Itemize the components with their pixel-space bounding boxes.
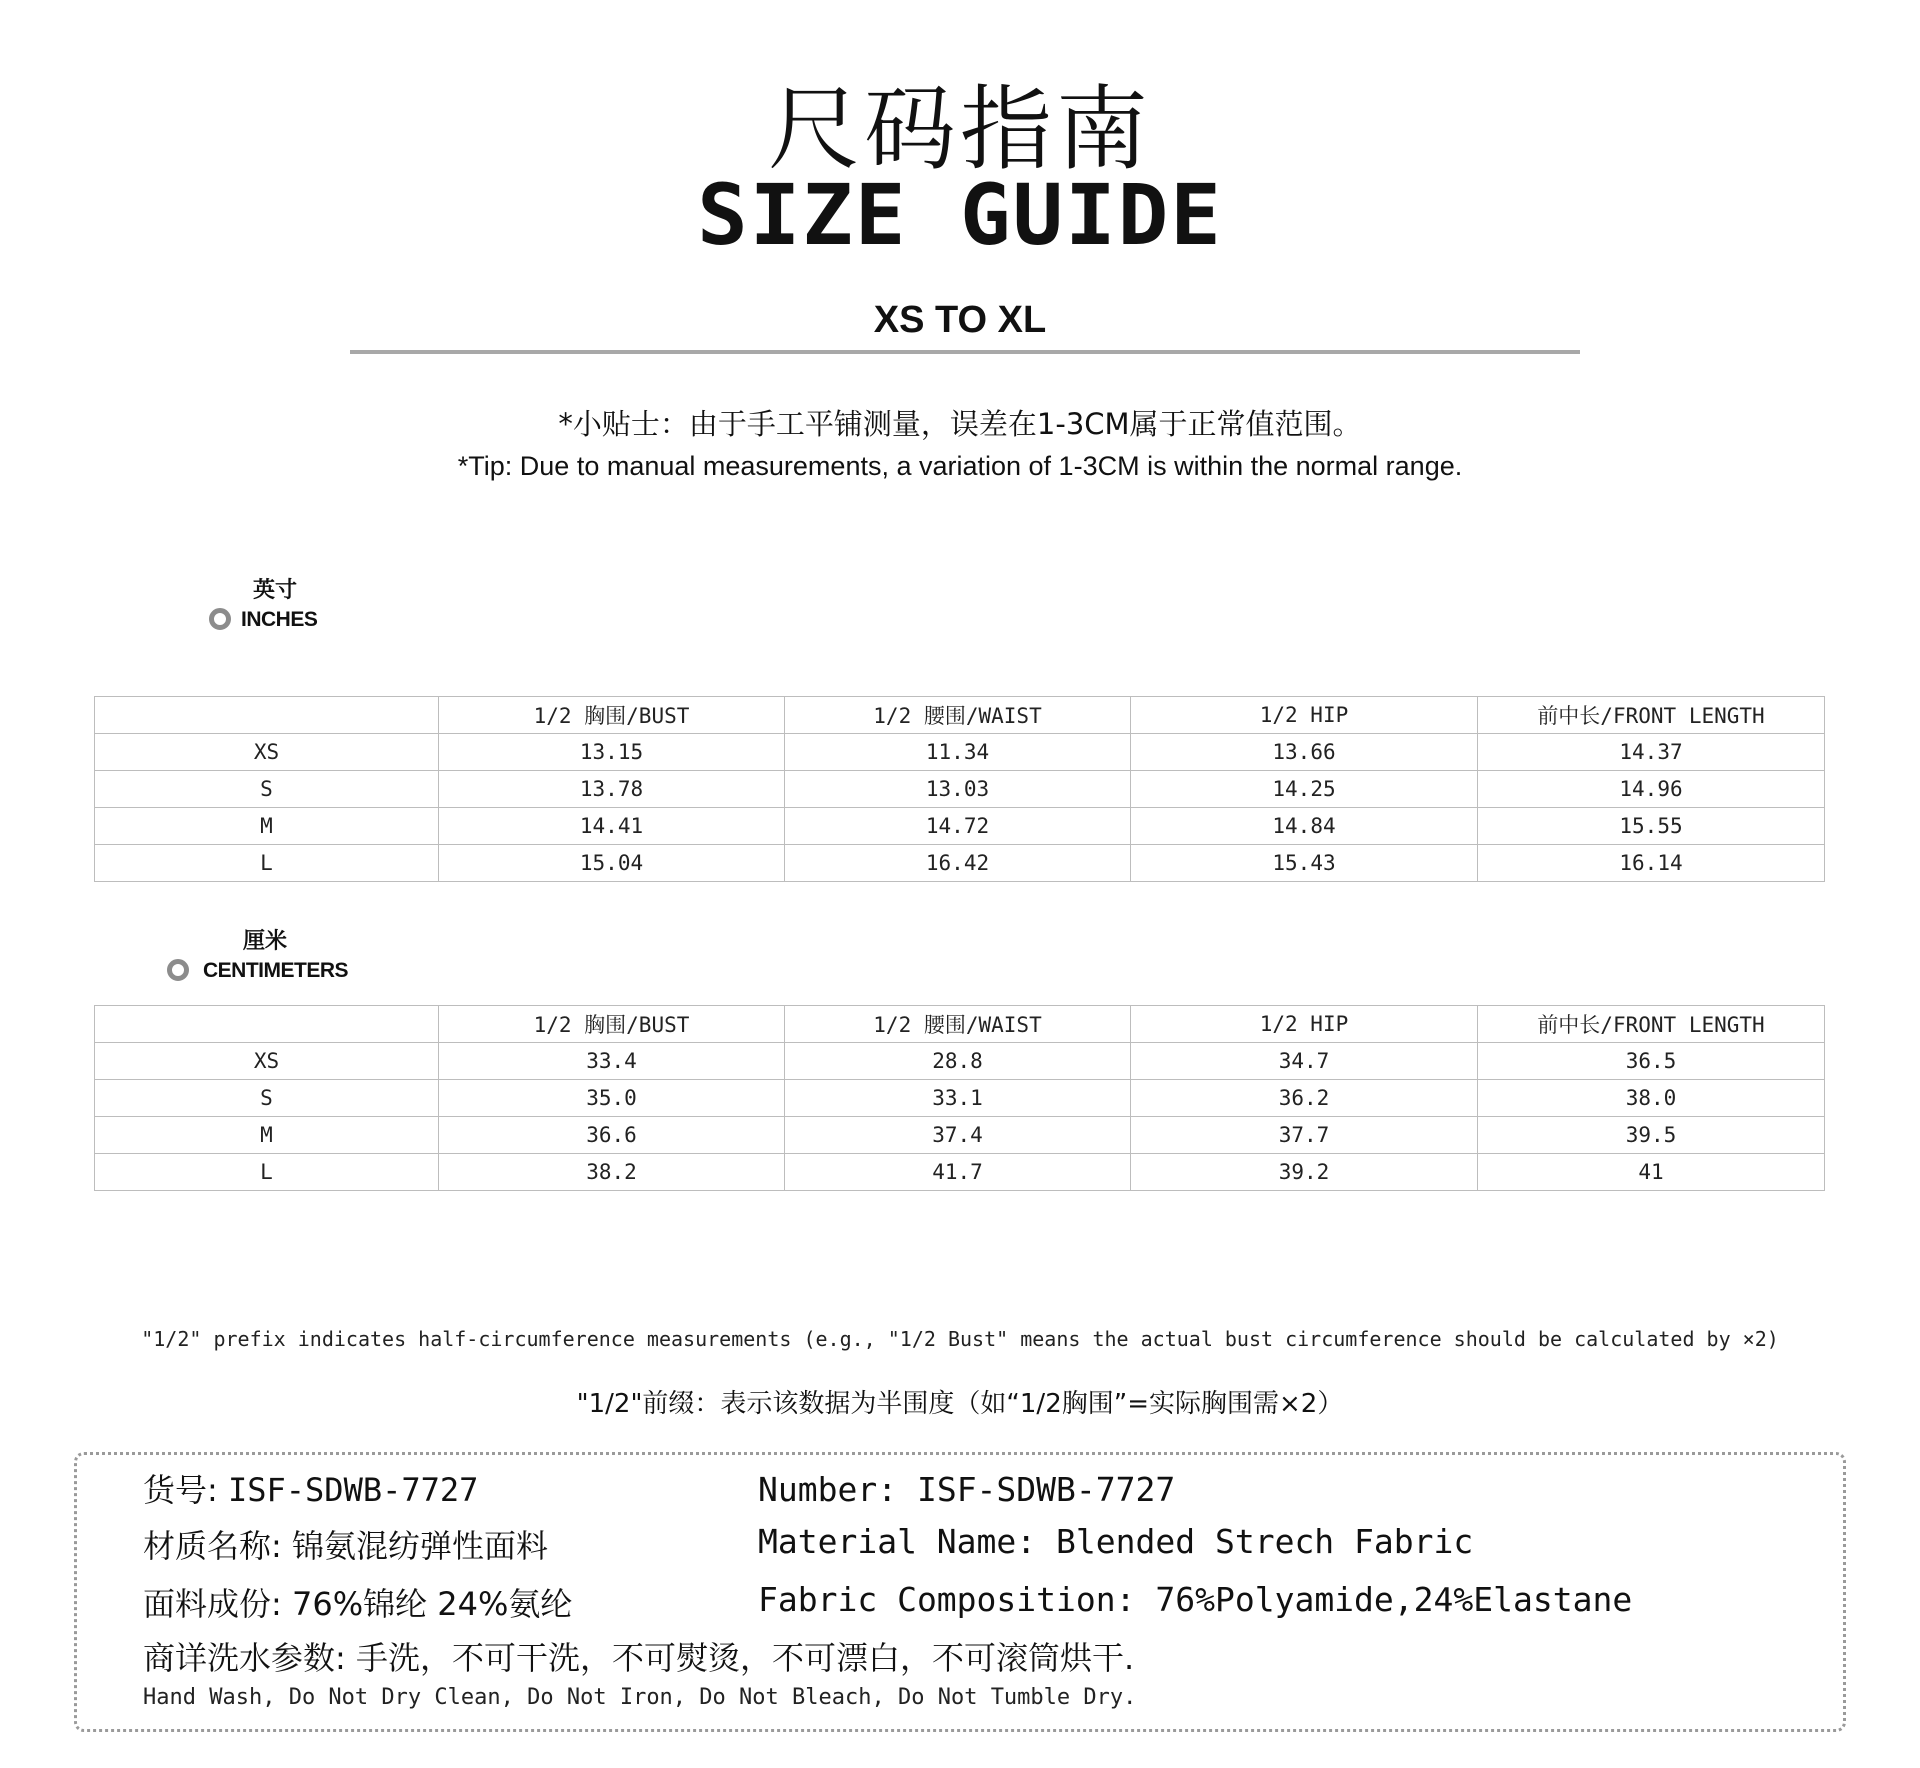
table-cell: 39.2 — [1131, 1154, 1478, 1191]
table-cell: 13.66 — [1131, 734, 1478, 771]
table-header-cell: 前中长/FRONT LENGTH — [1478, 1006, 1825, 1043]
table-cell: 14.72 — [785, 808, 1131, 845]
composition-label-en: Fabric Composition: — [758, 1580, 1136, 1619]
table-row — [95, 1080, 1825, 1117]
table-cell: 36.5 — [1478, 1043, 1825, 1080]
material-value-cn: 锦氨混纺弹性面料 — [291, 1527, 548, 1565]
table-header-cell: 1/2 胸围/BUST — [439, 697, 785, 734]
product-number-cn — [143, 1470, 478, 1510]
table-cell: 15.04 — [439, 845, 785, 882]
product-number-value-en: ISF-SDWB-7727 — [916, 1470, 1176, 1509]
product-number-en — [758, 1470, 1175, 1510]
table-cell: 15.55 — [1478, 808, 1825, 845]
table-cell: 14.37 — [1478, 734, 1825, 771]
size-table-centimeters — [94, 1005, 1825, 1191]
table-header-row — [95, 697, 1825, 734]
size-table-inches — [94, 696, 1825, 882]
table-row — [95, 845, 1825, 882]
table-header-cell: 1/2 腰围/WAIST — [785, 697, 1131, 734]
table-cell: 11.34 — [785, 734, 1131, 771]
table-cell: M — [95, 808, 439, 845]
table-cell: 14.25 — [1131, 771, 1478, 808]
care-label-cn: 商详洗水参数: — [143, 1639, 346, 1677]
radio-ring-icon — [167, 959, 189, 981]
table-cell: S — [95, 1080, 439, 1117]
table-header-cell: 前中长/FRONT LENGTH — [1478, 697, 1825, 734]
page-title-cn: 尺码指南 — [767, 76, 1152, 183]
table-cell: 36.6 — [439, 1117, 785, 1154]
table-row — [95, 1117, 1825, 1154]
table-header-cell — [95, 697, 439, 734]
table-header-cell: 1/2 胸围/BUST — [439, 1006, 785, 1043]
table-cell: 38.2 — [439, 1154, 785, 1191]
product-number-label-cn: 货号: — [143, 1471, 218, 1509]
tip-en: *Tip: Due to manual measurements, a variation of 1-3CM is within the normal range. — [457, 451, 1463, 481]
page-title-en: SIZE GUIDE — [697, 166, 1223, 264]
table-cell: 34.7 — [1131, 1043, 1478, 1080]
material-label-cn: 材质名称: — [143, 1527, 282, 1565]
unit-label-cn-centimeters: 厘米 — [243, 928, 288, 954]
table-cell: XS — [95, 734, 439, 771]
table-cell: L — [95, 845, 439, 882]
unit-label-en-inches: INCHES — [241, 608, 318, 631]
table-cell: S — [95, 771, 439, 808]
table-cell: 14.84 — [1131, 808, 1478, 845]
table-cell: 15.43 — [1131, 845, 1478, 882]
table-cell: 14.96 — [1478, 771, 1825, 808]
table-header-row — [95, 1006, 1825, 1043]
table-cell: 28.8 — [785, 1043, 1131, 1080]
material-value-en: Blended Strech Fabric — [1056, 1522, 1474, 1561]
note-half-circumference-cn: "1/2"前缀：表示该数据为半围度（如“1/2胸围”=实际胸围需×2） — [576, 1389, 1344, 1419]
table-cell: 35.0 — [439, 1080, 785, 1117]
table-cell: M — [95, 1117, 439, 1154]
table-header-cell: 1/2 腰围/WAIST — [785, 1006, 1131, 1043]
care-instructions-cn — [143, 1638, 1134, 1678]
material-label-en: Material Name: — [758, 1522, 1037, 1561]
unit-label-cn-inches: 英寸 — [253, 577, 298, 603]
table-cell: 41.7 — [785, 1154, 1131, 1191]
table-cell: 41 — [1478, 1154, 1825, 1191]
table-cell: 14.41 — [439, 808, 785, 845]
table-cell: 13.03 — [785, 771, 1131, 808]
table-row — [95, 808, 1825, 845]
table-row — [95, 1154, 1825, 1191]
table-cell: 38.0 — [1478, 1080, 1825, 1117]
table-cell: 13.78 — [439, 771, 785, 808]
table-row — [95, 1043, 1825, 1080]
table-cell: 36.2 — [1131, 1080, 1478, 1117]
composition-value-en: 76%Polyamide,24%Elastane — [1155, 1580, 1633, 1619]
table-cell: 33.1 — [785, 1080, 1131, 1117]
composition-label-cn: 面料成份: — [143, 1585, 282, 1623]
radio-ring-icon — [209, 608, 231, 630]
size-range: XS TO XL — [873, 299, 1047, 341]
unit-label-en-centimeters: CENTIMETERS — [203, 959, 349, 982]
table-cell: L — [95, 1154, 439, 1191]
product-number-value-cn: ISF-SDWB-7727 — [227, 1471, 479, 1509]
table-header-cell: 1/2 HIP — [1131, 1006, 1478, 1043]
table-cell: XS — [95, 1043, 439, 1080]
table-cell: 33.4 — [439, 1043, 785, 1080]
table-cell: 39.5 — [1478, 1117, 1825, 1154]
table-row — [95, 771, 1825, 808]
table-row — [95, 734, 1825, 771]
care-value-cn: 手洗，不可干洗，不可熨烫，不可漂白，不可滚筒烘干. — [355, 1639, 1135, 1677]
composition-value-cn: 76%锦纶 24%氨纶 — [291, 1585, 573, 1623]
table-header-cell — [95, 1006, 439, 1043]
fabric-composition-cn — [143, 1584, 572, 1624]
table-cell: 16.14 — [1478, 845, 1825, 882]
divider — [350, 350, 1580, 354]
product-number-label-en: Number: — [758, 1470, 898, 1509]
tip-cn: *小贴士：由于手工平铺测量，误差在1-3CM属于正常值范围。 — [558, 407, 1362, 441]
care-instructions-en: Hand Wash, Do Not Dry Clean, Do Not Iron, Do Not Bleach, Do Not Tumble Dry. — [143, 1685, 1137, 1710]
table-cell: 13.15 — [439, 734, 785, 771]
table-cell: 37.7 — [1131, 1117, 1478, 1154]
material-name-cn — [143, 1526, 548, 1566]
table-cell: 37.4 — [785, 1117, 1131, 1154]
table-header-cell: 1/2 HIP — [1131, 697, 1478, 734]
table-cell: 16.42 — [785, 845, 1131, 882]
note-half-circumference-en: "1/2" prefix indicates half-circumference measurements (e.g., "1/2 Bust" means the actual bust circumference should be calculated by ×2) — [141, 1327, 1779, 1351]
material-name-en — [758, 1522, 1473, 1562]
fabric-composition-en — [758, 1580, 1632, 1620]
